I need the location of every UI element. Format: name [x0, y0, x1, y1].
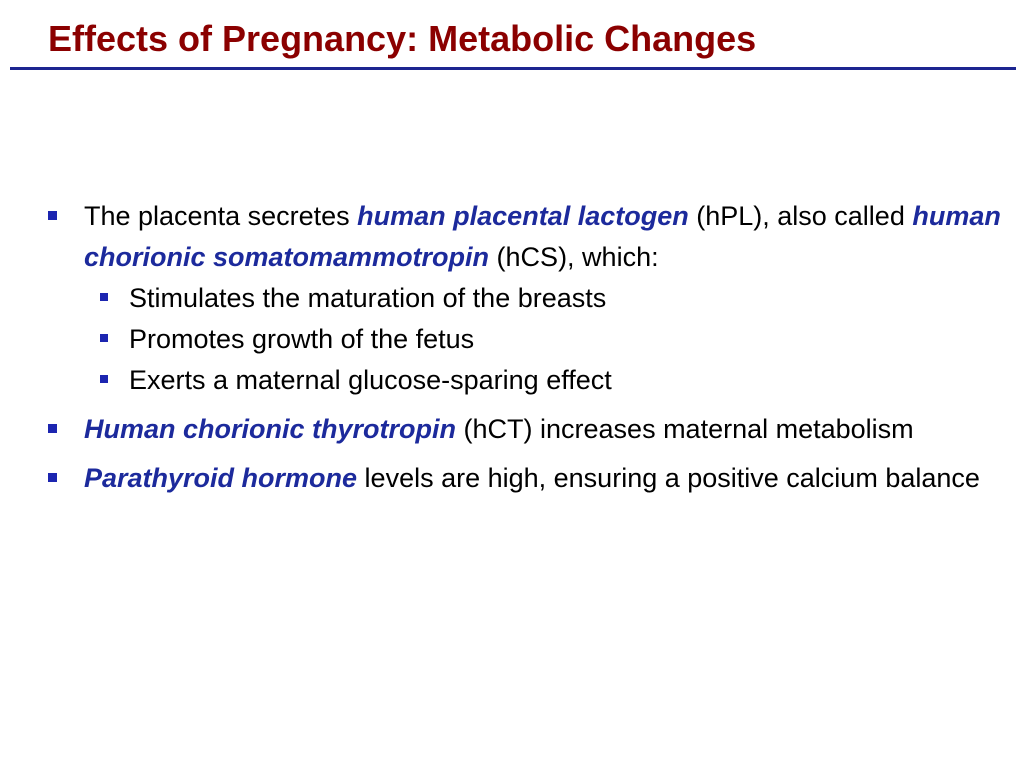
bullet-pth: [48, 458, 1008, 499]
bullet-hct: [48, 409, 1008, 450]
sub-bullet-list: [84, 278, 1008, 401]
bullet-hpl: [48, 196, 1008, 401]
sub-bullet-text: Stimulates the maturation of the breasts: [129, 283, 607, 313]
square-bullet-icon: [100, 293, 108, 301]
square-bullet-icon: [100, 375, 108, 383]
bullet-text: (hPL), also called: [688, 201, 913, 231]
sub-bullet-item: [84, 278, 1008, 319]
bullet-text: The placenta secretes: [84, 201, 358, 231]
sub-bullet-text: Exerts a maternal glucose-sparing effect: [129, 365, 612, 395]
term-hct: Human chorionic thyrotropin: [84, 414, 457, 444]
title-divider: [10, 67, 1016, 70]
square-bullet-icon: [48, 424, 57, 433]
slide-body: [48, 196, 1008, 507]
slide-title: Effects of Pregnancy: Metabolic Changes: [48, 18, 757, 59]
square-bullet-icon: [48, 473, 57, 482]
term-hcs: human chorionic somatomammotropin: [84, 201, 1001, 272]
bullet-text: (hCS), which:: [489, 242, 659, 272]
bullet-text: levels are high, ensuring a positive calcium balance: [357, 463, 980, 493]
sub-bullet-item: [84, 319, 1008, 360]
term-pth: Parathyroid hormone: [84, 463, 358, 493]
square-bullet-icon: [48, 211, 57, 220]
sub-bullet-item: [84, 360, 1008, 401]
sub-bullet-text: Promotes growth of the fetus: [129, 324, 475, 354]
square-bullet-icon: [100, 334, 108, 342]
bullet-text: (hCT) increases maternal metabolism: [456, 414, 914, 444]
term-hpl: human placental lactogen: [357, 201, 689, 231]
